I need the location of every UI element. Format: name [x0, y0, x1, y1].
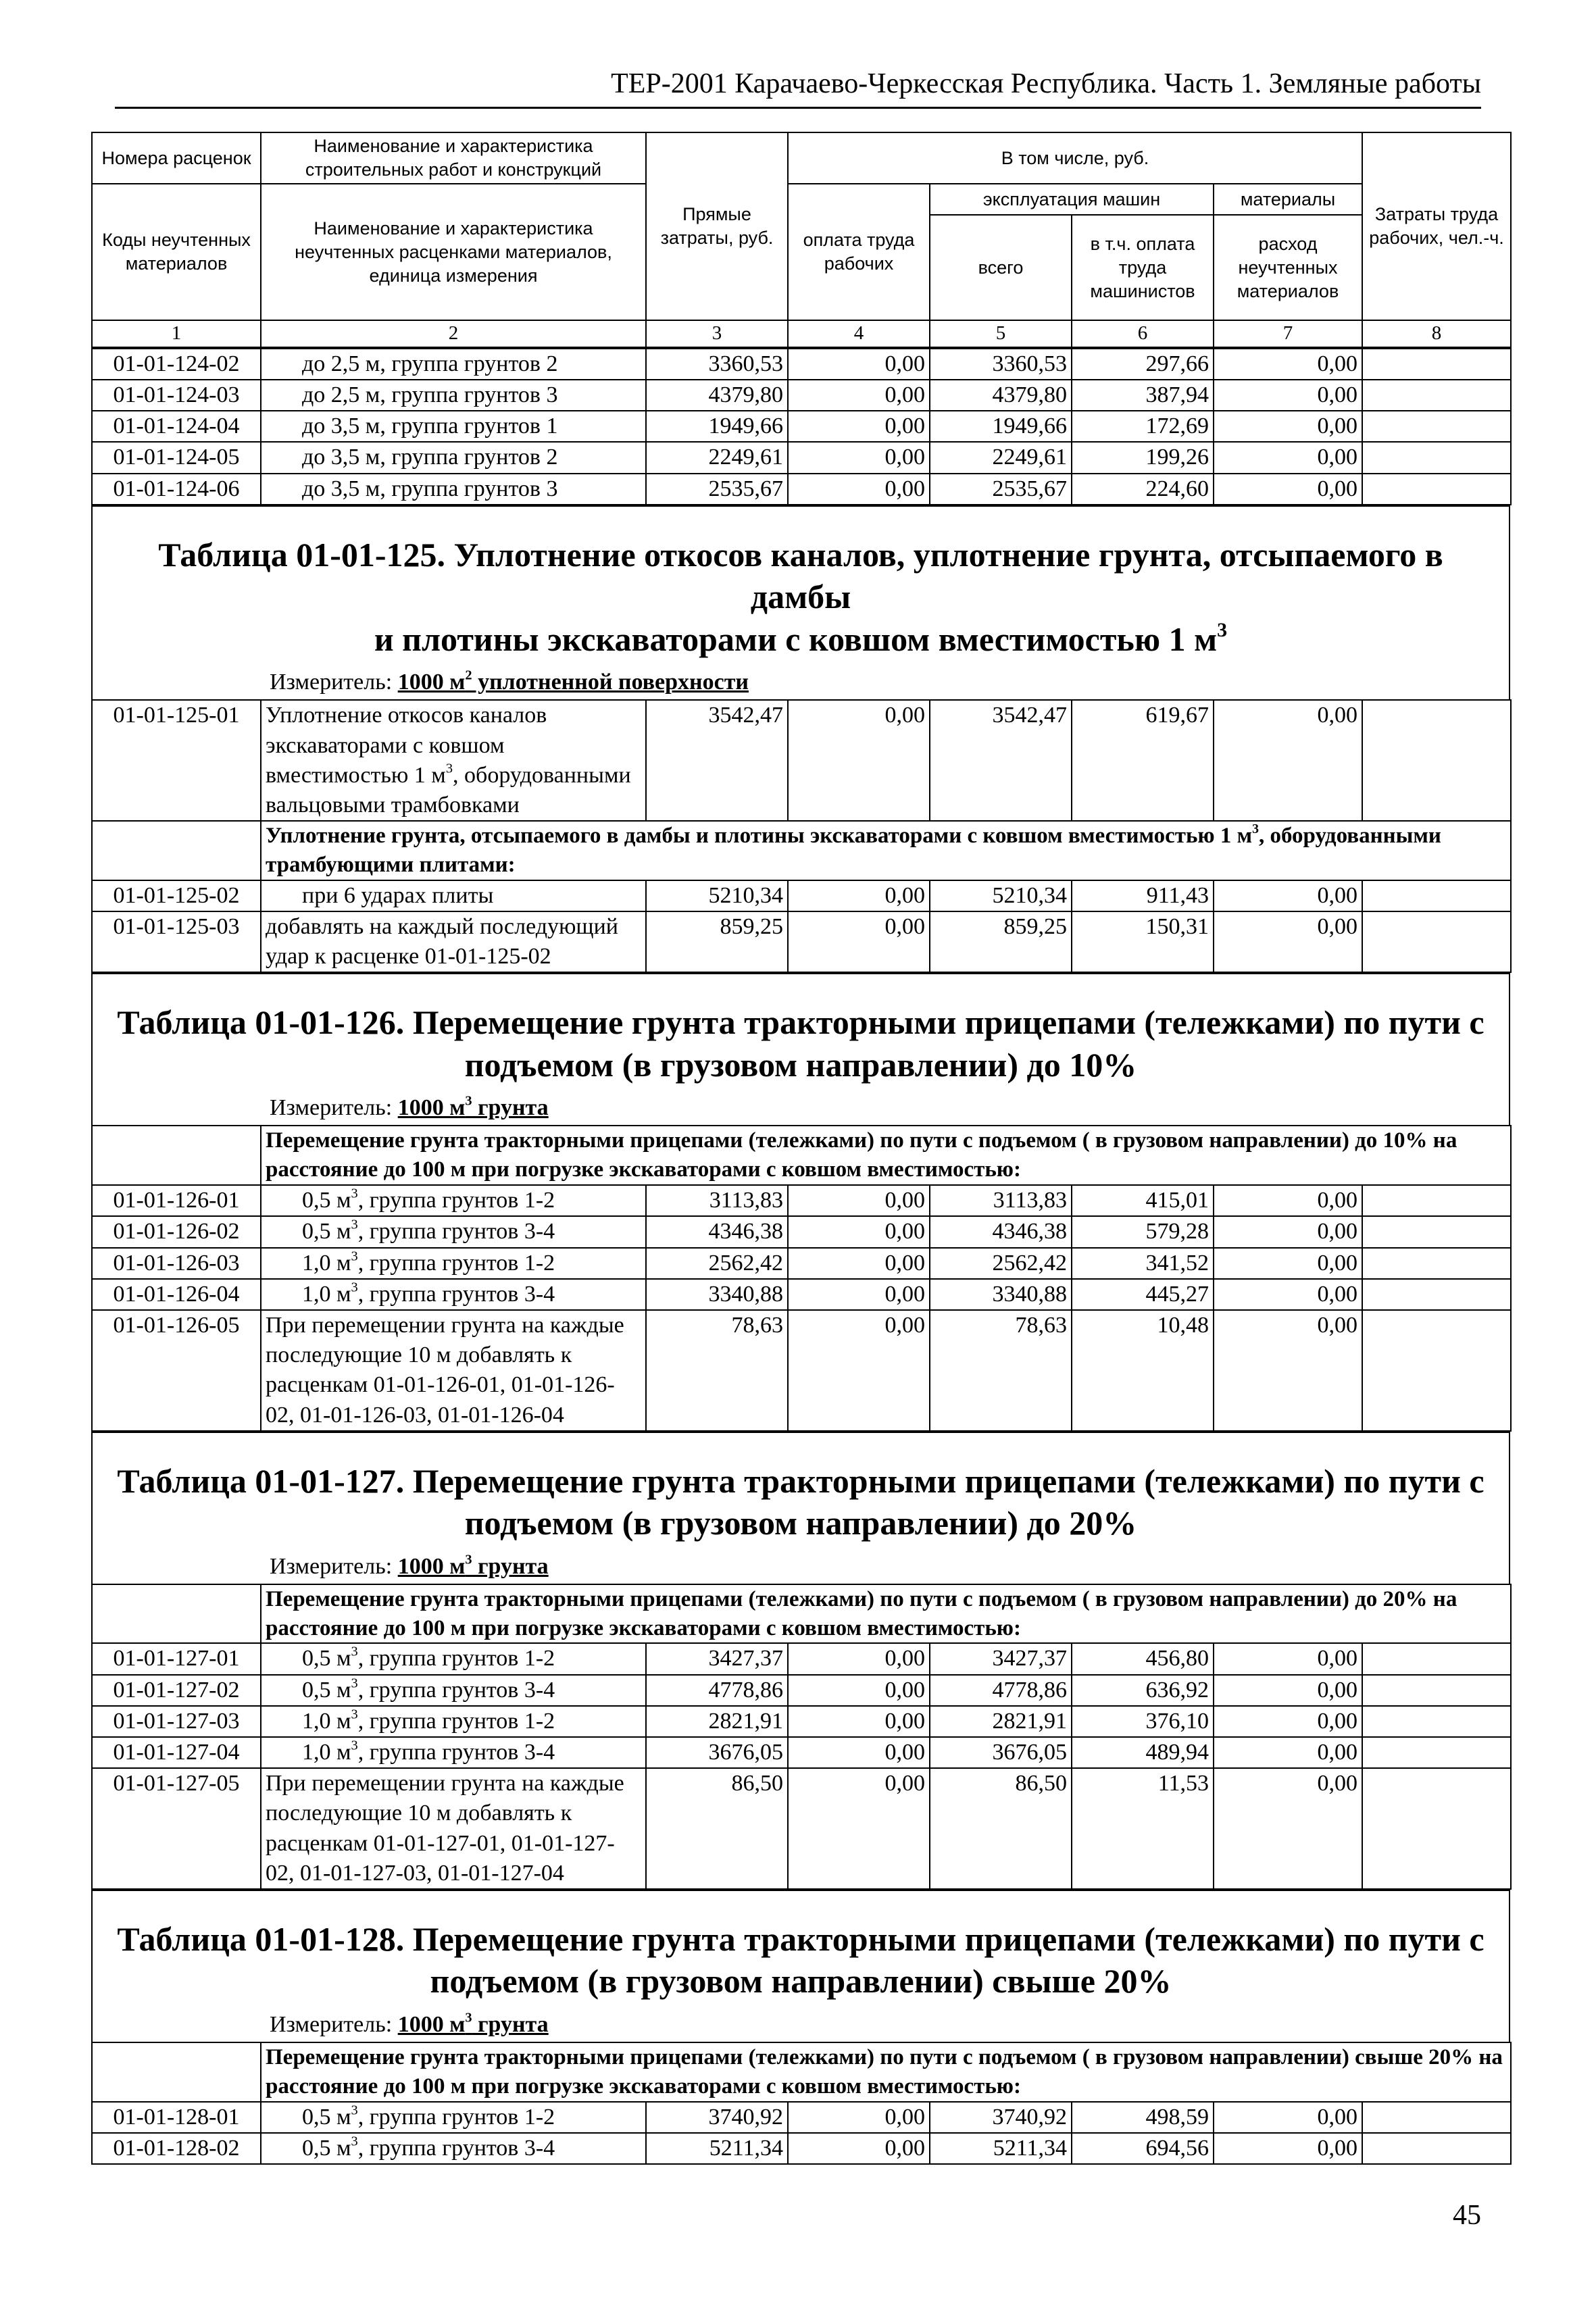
- table-row: [92, 380, 1511, 411]
- group-heading: Перемещение грунта тракторными прицепами (тележками) по пути с подъемом ( в грузовом направлении) до 10% на расстояние до 100 м при погрузке экскаваторами с ковшом вместимостью:: [261, 1126, 1511, 1185]
- table-row: [92, 1768, 1511, 1889]
- labor-pay: 0,00: [788, 380, 930, 411]
- labor-hours: [1362, 911, 1511, 972]
- col8-header: Затраты труда рабочих, чел.-ч.: [1362, 132, 1511, 320]
- col6-header: в т.ч. оплата труда машинистов: [1072, 215, 1214, 320]
- table-row: [92, 349, 1511, 380]
- machine-total: 3740,92: [930, 2102, 1072, 2133]
- machinist-pay: 579,28: [1072, 1216, 1214, 1247]
- machinist-pay: 10,48: [1072, 1310, 1214, 1431]
- materials: 0,00: [1214, 880, 1362, 911]
- labor-hours: [1362, 442, 1511, 473]
- measure-unit: Измеритель: 1000 $м^3$ грунта: [270, 2010, 549, 2037]
- rate-code: 01-01-126-05: [92, 1310, 261, 1431]
- machine-total: 4778,86: [930, 1675, 1072, 1706]
- col1-top-header: Номера расценок: [92, 132, 261, 184]
- page-number: 45: [1453, 2200, 1481, 2231]
- direct-cost: 4778,86: [646, 1675, 788, 1706]
- machinist-pay: 297,66: [1072, 349, 1214, 380]
- machinist-pay: 498,59: [1072, 2102, 1214, 2133]
- table-row: [92, 1675, 1511, 1706]
- rate-code: 01-01-124-06: [92, 474, 261, 505]
- col-number: 7: [1214, 320, 1362, 347]
- machine-total: 3676,05: [930, 1737, 1072, 1768]
- table-title: [93, 1918, 1509, 2003]
- table-row: [92, 911, 1511, 972]
- table-row: [92, 474, 1511, 505]
- labor-pay: 0,00: [788, 880, 930, 911]
- direct-cost: 4379,80: [646, 380, 788, 411]
- col-number: 8: [1362, 320, 1511, 347]
- materials-header: материалы: [1214, 184, 1362, 215]
- machinist-pay: 911,43: [1072, 880, 1214, 911]
- labor-hours: [1362, 1675, 1511, 1706]
- labor-pay: 0,00: [788, 1643, 930, 1674]
- rate-code: 01-01-127-01: [92, 1643, 261, 1674]
- labor-hours: [1362, 1310, 1511, 1431]
- labor-pay: 0,00: [788, 474, 930, 505]
- table-125-header: [91, 505, 1510, 700]
- machine-total: 3360,53: [930, 349, 1072, 380]
- machinist-pay: 694,56: [1072, 2133, 1214, 2164]
- col1-bottom-header: Коды неучтенных материалов: [92, 184, 261, 320]
- materials: 0,00: [1214, 2133, 1362, 2164]
- table-title: [93, 1460, 1509, 1544]
- machinist-pay: 11,53: [1072, 1768, 1214, 1889]
- machinist-pay: 224,60: [1072, 474, 1214, 505]
- exploit-header: эксплуатация машин: [930, 184, 1214, 215]
- rate-name: 1,0 $м^3$, группа грунтов 3-4: [261, 1737, 646, 1768]
- direct-cost: 3676,05: [646, 1737, 788, 1768]
- table-127-header: [91, 1432, 1510, 1584]
- materials: 0,00: [1214, 1185, 1362, 1216]
- title-line: подъемом (в грузовом направлении) до 10%: [464, 1045, 1137, 1084]
- blank-cell: [92, 2042, 261, 2102]
- labor-pay: 0,00: [788, 1706, 930, 1737]
- title-line: и плотины экскаваторами с ковшом вместимостью 1 $м^3$: [374, 618, 1228, 658]
- rate-name: до 3,5 м, группа грунтов 2: [261, 442, 646, 473]
- labor-hours: [1362, 1248, 1511, 1279]
- materials: 0,00: [1214, 1248, 1362, 1279]
- table-row: [92, 2102, 1511, 2133]
- title-line: Таблица 01-01-128. Перемещение грунта тракторными прицепами (тележками) по пути с: [117, 1919, 1485, 1958]
- rate-name: 0,5 $м^3$, группа грунтов 3-4: [261, 2133, 646, 2164]
- materials: 0,00: [1214, 700, 1362, 821]
- rate-code: 01-01-128-01: [92, 2102, 261, 2133]
- machinist-pay: 341,52: [1072, 1248, 1214, 1279]
- page-content: [91, 132, 1510, 2165]
- table-row: [92, 1216, 1511, 1247]
- machine-total: 2562,42: [930, 1248, 1072, 1279]
- labor-pay: 0,00: [788, 1310, 930, 1431]
- table-row: [92, 1185, 1511, 1216]
- blank-cell: [92, 1126, 261, 1185]
- rate-name: Уплотнение откосов каналов экскаваторами с ковшом вместимостью 1 $м^3$, оборудованными вальцовыми трамбовками: [261, 700, 646, 821]
- table-row: [92, 1310, 1511, 1431]
- labor-hours: [1362, 1768, 1511, 1889]
- title-line: подъемом (в грузовом направлении) свыше 20%: [430, 1962, 1172, 2001]
- table-126-header: [91, 973, 1510, 1125]
- labor-pay: 0,00: [788, 2102, 930, 2133]
- col7-header: расход неучтенных материалов: [1214, 215, 1362, 320]
- labor-hours: [1362, 2102, 1511, 2133]
- direct-cost: 859,25: [646, 911, 788, 972]
- rate-code: 01-01-127-03: [92, 1706, 261, 1737]
- machinist-pay: 619,67: [1072, 700, 1214, 821]
- rate-name: до 2,5 м, группа грунтов 3: [261, 380, 646, 411]
- rates-table-124: [91, 348, 1512, 505]
- rate-name: до 3,5 м, группа грунтов 1: [261, 411, 646, 442]
- labor-hours: [1362, 349, 1511, 380]
- materials: 0,00: [1214, 1279, 1362, 1310]
- materials: 0,00: [1214, 2102, 1362, 2133]
- rate-name: При перемещении грунта на каждые последующие 10 м добавлять к расценкам 01-01-126-01, 01-01-126-02, 01-01-126-03, 01-01-126-04: [261, 1310, 646, 1431]
- machine-total: 4379,80: [930, 380, 1072, 411]
- labor-hours: [1362, 1643, 1511, 1674]
- rate-name: 0,5 $м^3$, группа грунтов 1-2: [261, 2102, 646, 2133]
- labor-pay: 0,00: [788, 411, 930, 442]
- labor-pay: 0,00: [788, 1737, 930, 1768]
- machine-total: 5211,34: [930, 2133, 1072, 2164]
- direct-cost: 3740,92: [646, 2102, 788, 2133]
- group-heading: Перемещение грунта тракторными прицепами (тележками) по пути с подъемом ( в грузовом направлении) свыше 20% на расстояние до 100 м при погрузке экскаваторами с ковшом вместимостью:: [261, 2042, 1511, 2102]
- table-row: [92, 2133, 1511, 2164]
- rate-code: 01-01-127-05: [92, 1768, 261, 1889]
- machine-total: 2821,91: [930, 1706, 1072, 1737]
- table-row: [92, 700, 1511, 821]
- group-heading: Перемещение грунта тракторными прицепами (тележками) по пути с подъемом ( в грузовом направлении) до 20% на расстояние до 100 м при погрузке экскаваторами с ковшом вместимостью:: [261, 1584, 1511, 1644]
- table-row: [92, 442, 1511, 473]
- materials: 0,00: [1214, 1675, 1362, 1706]
- page-header: ТЕР-2001 Карачаево-Черкесская Республика. Часть 1. Земляные работы: [115, 68, 1481, 109]
- measure-unit: Измеритель: 1000 $м^3$ грунта: [270, 1552, 549, 1579]
- machine-total: 3340,88: [930, 1279, 1072, 1310]
- materials: 0,00: [1214, 411, 1362, 442]
- direct-cost: 4346,38: [646, 1216, 788, 1247]
- machinist-pay: 415,01: [1072, 1185, 1214, 1216]
- column-header-table: [91, 132, 1512, 348]
- labor-hours: [1362, 380, 1511, 411]
- machinist-pay: 456,80: [1072, 1643, 1214, 1674]
- labor-pay: 0,00: [788, 1768, 930, 1889]
- materials: 0,00: [1214, 380, 1362, 411]
- machine-total: 78,63: [930, 1310, 1072, 1431]
- rate-code: 01-01-127-04: [92, 1737, 261, 1768]
- rates-table-125: [91, 699, 1512, 973]
- direct-cost: 78,63: [646, 1310, 788, 1431]
- blank-cell: [92, 821, 261, 880]
- materials: 0,00: [1214, 474, 1362, 505]
- col-number: 5: [930, 320, 1072, 347]
- machinist-pay: 150,31: [1072, 911, 1214, 972]
- rates-table-126: [91, 1125, 1512, 1431]
- materials: 0,00: [1214, 1768, 1362, 1889]
- direct-cost: 3360,53: [646, 349, 788, 380]
- machine-total: 1949,66: [930, 411, 1072, 442]
- title-line: Таблица 01-01-126. Перемещение грунта тракторными прицепами (тележками) по пути с: [117, 1003, 1485, 1042]
- rate-name: до 2,5 м, группа грунтов 2: [261, 349, 646, 380]
- machine-total: 86,50: [930, 1768, 1072, 1889]
- machine-total: 2535,67: [930, 474, 1072, 505]
- machinist-pay: 172,69: [1072, 411, 1214, 442]
- col-number: 4: [788, 320, 930, 347]
- col2-top-header: Наименование и характеристика строительных работ и конструкций: [261, 132, 646, 184]
- machine-total: 3113,83: [930, 1185, 1072, 1216]
- labor-pay: 0,00: [788, 1675, 930, 1706]
- table-128-header: [91, 1890, 1510, 2042]
- machine-total: 4346,38: [930, 1216, 1072, 1247]
- materials: 0,00: [1214, 911, 1362, 972]
- rate-name: При перемещении грунта на каждые последующие 10 м добавлять к расценкам 01-01-127-01, 01-01-127-02, 01-01-127-03, 01-01-127-04: [261, 1768, 646, 1889]
- materials: 0,00: [1214, 1643, 1362, 1674]
- direct-cost: 3427,37: [646, 1643, 788, 1674]
- labor-pay: 0,00: [788, 1279, 930, 1310]
- rate-name: 1,0 $м^3$, группа грунтов 1-2: [261, 1706, 646, 1737]
- col3-header: Прямые затраты, руб.: [646, 132, 788, 320]
- rate-code: 01-01-125-02: [92, 880, 261, 911]
- rate-code: 01-01-124-04: [92, 411, 261, 442]
- materials: 0,00: [1214, 1216, 1362, 1247]
- labor-hours: [1362, 700, 1511, 821]
- rate-code: 01-01-124-05: [92, 442, 261, 473]
- rate-name: 1,0 $м^3$, группа грунтов 3-4: [261, 1279, 646, 1310]
- table-row: [92, 1279, 1511, 1310]
- machinist-pay: 489,94: [1072, 1737, 1214, 1768]
- col5-header: всего: [930, 215, 1072, 320]
- group-heading: Уплотнение грунта, отсыпаемого в дамбы и плотины экскаваторами с ковшом вместимостью 1 $м^3$, оборудованными трамбующими плитами:: [261, 821, 1511, 880]
- col-number: 2: [261, 320, 646, 347]
- group-heading-row: [92, 1126, 1511, 1185]
- group-heading-row: [92, 821, 1511, 880]
- table-row: [92, 880, 1511, 911]
- col-number: 3: [646, 320, 788, 347]
- machine-total: 3542,47: [930, 700, 1072, 821]
- materials: 0,00: [1214, 442, 1362, 473]
- title-line: подъемом (в грузовом направлении) до 20%: [464, 1504, 1137, 1542]
- labor-hours: [1362, 1706, 1511, 1737]
- blank-cell: [92, 1584, 261, 1644]
- labor-hours: [1362, 1737, 1511, 1768]
- materials: 0,00: [1214, 1706, 1362, 1737]
- rate-code: 01-01-126-03: [92, 1248, 261, 1279]
- direct-cost: 2249,61: [646, 442, 788, 473]
- rate-code: 01-01-126-02: [92, 1216, 261, 1247]
- labor-pay: 0,00: [788, 700, 930, 821]
- labor-hours: [1362, 411, 1511, 442]
- rate-code: 01-01-126-01: [92, 1185, 261, 1216]
- rate-name: 0,5 $м^3$, группа грунтов 1-2: [261, 1643, 646, 1674]
- incl-header: В том числе, руб.: [788, 132, 1362, 184]
- machinist-pay: 445,27: [1072, 1279, 1214, 1310]
- labor-pay: 0,00: [788, 349, 930, 380]
- rate-code: 01-01-124-02: [92, 349, 261, 380]
- rate-name: 0,5 $м^3$, группа грунтов 1-2: [261, 1185, 646, 1216]
- col-number: 6: [1072, 320, 1214, 347]
- rate-name: добавлять на каждый последующий удар к расценке 01-01-125-02: [261, 911, 646, 972]
- labor-pay: 0,00: [788, 1216, 930, 1247]
- machinist-pay: 636,92: [1072, 1675, 1214, 1706]
- title-line: Таблица 01-01-127. Перемещение грунта тракторными прицепами (тележками) по пути с: [117, 1461, 1485, 1500]
- labor-hours: [1362, 1185, 1511, 1216]
- materials: 0,00: [1214, 1737, 1362, 1768]
- labor-pay: 0,00: [788, 1185, 930, 1216]
- labor-pay: 0,00: [788, 1248, 930, 1279]
- machinist-pay: 376,10: [1072, 1706, 1214, 1737]
- labor-hours: [1362, 880, 1511, 911]
- direct-cost: 2562,42: [646, 1248, 788, 1279]
- col2-bottom-header: Наименование и характеристика неучтенных расценками материалов, единица измерения: [261, 184, 646, 320]
- labor-pay: 0,00: [788, 442, 930, 473]
- labor-hours: [1362, 2133, 1511, 2164]
- direct-cost: 3113,83: [646, 1185, 788, 1216]
- rates-table-127: [91, 1584, 1512, 1890]
- direct-cost: 5211,34: [646, 2133, 788, 2164]
- col4-header: оплата труда рабочих: [788, 184, 930, 320]
- direct-cost: 2821,91: [646, 1706, 788, 1737]
- table-title: [93, 1001, 1509, 1086]
- rate-name: 0,5 $м^3$, группа грунтов 3-4: [261, 1675, 646, 1706]
- table-row: [92, 1248, 1511, 1279]
- labor-pay: 0,00: [788, 2133, 930, 2164]
- labor-hours: [1362, 474, 1511, 505]
- col-number: 1: [92, 320, 261, 347]
- machine-total: 5210,34: [930, 880, 1072, 911]
- title-line: Таблица 01-01-125. Уплотнение откосов каналов, уплотнение грунта, отсыпаемого в дамбы: [158, 535, 1443, 616]
- table-title: [93, 534, 1509, 661]
- direct-cost: 5210,34: [646, 880, 788, 911]
- labor-hours: [1362, 1216, 1511, 1247]
- rate-code: 01-01-128-02: [92, 2133, 261, 2164]
- rate-name: при 6 ударах плиты: [261, 880, 646, 911]
- group-heading-row: [92, 1584, 1511, 1644]
- rate-code: 01-01-126-04: [92, 1279, 261, 1310]
- group-heading-row: [92, 2042, 1511, 2102]
- table-row: [92, 1737, 1511, 1768]
- machine-total: 2249,61: [930, 442, 1072, 473]
- direct-cost: 1949,66: [646, 411, 788, 442]
- rate-code: 01-01-124-03: [92, 380, 261, 411]
- machine-total: 859,25: [930, 911, 1072, 972]
- rate-code: 01-01-125-01: [92, 700, 261, 821]
- labor-hours: [1362, 1279, 1511, 1310]
- rate-name: 0,5 $м^3$, группа грунтов 3-4: [261, 1216, 646, 1247]
- rate-code: 01-01-127-02: [92, 1675, 261, 1706]
- table-row: [92, 1706, 1511, 1737]
- machinist-pay: 387,94: [1072, 380, 1214, 411]
- direct-cost: 3340,88: [646, 1279, 788, 1310]
- measure-unit: Измеритель: 1000 $м^2$ уплотненной поверхности: [270, 668, 749, 695]
- machinist-pay: 199,26: [1072, 442, 1214, 473]
- direct-cost: 3542,47: [646, 700, 788, 821]
- table-row: [92, 411, 1511, 442]
- direct-cost: 2535,67: [646, 474, 788, 505]
- materials: 0,00: [1214, 1310, 1362, 1431]
- direct-cost: 86,50: [646, 1768, 788, 1889]
- rate-name: до 3,5 м, группа грунтов 3: [261, 474, 646, 505]
- machine-total: 3427,37: [930, 1643, 1072, 1674]
- labor-pay: 0,00: [788, 911, 930, 972]
- rates-table-128: [91, 2042, 1512, 2165]
- table-row: [92, 1643, 1511, 1674]
- rate-code: 01-01-125-03: [92, 911, 261, 972]
- measure-unit: Измеритель: 1000 $м^3$ грунта: [270, 1094, 549, 1121]
- rate-name: 1,0 $м^3$, группа грунтов 1-2: [261, 1248, 646, 1279]
- materials: 0,00: [1214, 349, 1362, 380]
